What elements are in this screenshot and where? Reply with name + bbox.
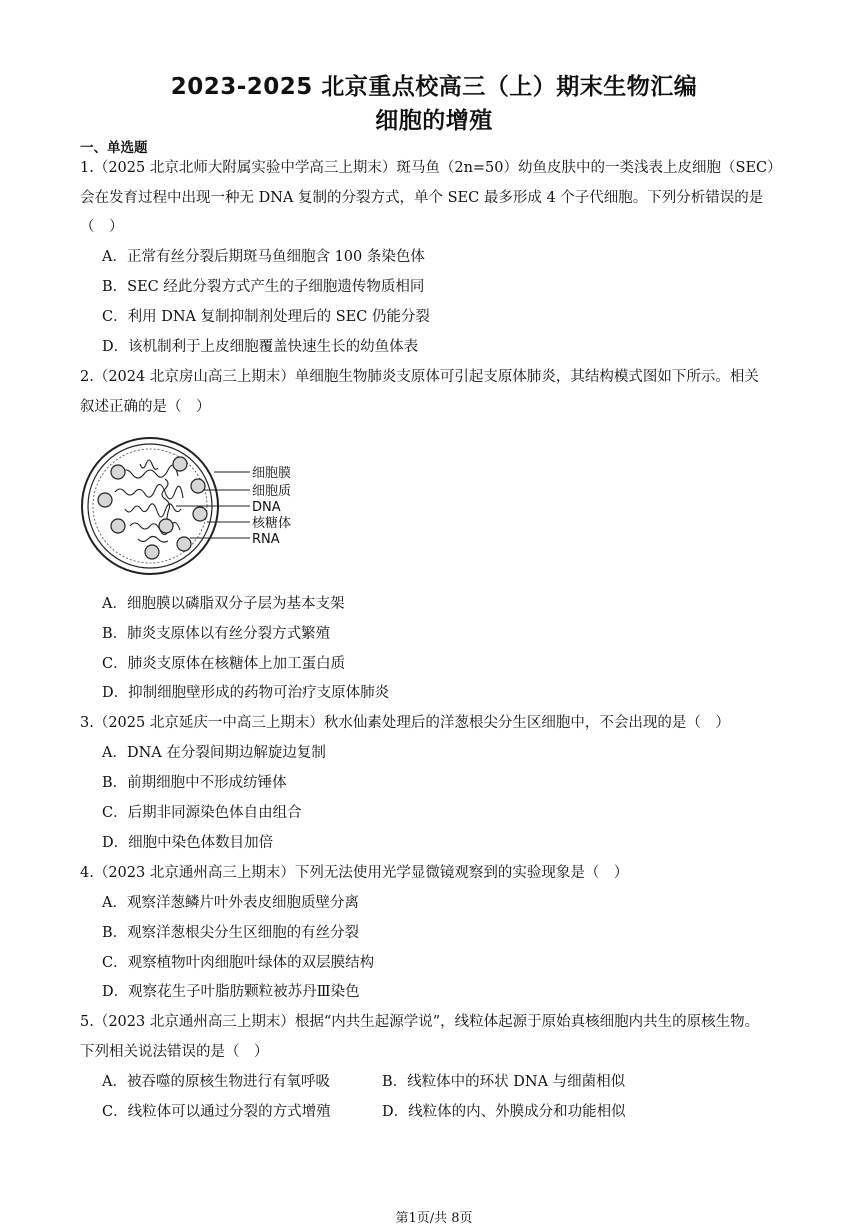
q4-option-c: C．观察植物叶肉细胞叶绿体的双层膜结构 <box>102 955 375 971</box>
page-footer: 第1页/共 8页 <box>395 1211 473 1226</box>
q2-stem-line2: 叙述正确的是（ ） <box>80 399 211 415</box>
section-heading: 一、单选题 <box>80 140 148 156</box>
label-ribosome: 核糖体 <box>252 516 292 531</box>
q3-option-a: A．DNA 在分裂间期边解旋边复制 <box>102 745 326 761</box>
label-cytoplasm: 细胞质 <box>252 484 292 499</box>
q2-option-a: A．细胞膜以磷脂双分子层为基本支架 <box>102 596 345 612</box>
mycoplasma-structure-diagram <box>80 434 310 579</box>
q3-option-c: C．后期非同源染色体自由组合 <box>102 805 302 821</box>
q4-option-d: D．观察花生子叶脂肪颗粒被苏丹Ⅲ染色 <box>102 984 360 1000</box>
q1-stem-line3: （ ） <box>80 219 124 235</box>
q5-option-b: B．线粒体中的环状 DNA 与细菌相似 <box>382 1074 626 1090</box>
q4-option-b: B．观察洋葱根尖分生区细胞的有丝分裂 <box>102 925 360 941</box>
q3-option-d: D．细胞中染色体数目加倍 <box>102 835 274 851</box>
q5-option-d: D．线粒体的内、外膜成分和功能相似 <box>382 1104 626 1120</box>
q5-stem-line2: 下列相关说法错误的是（ ） <box>80 1044 269 1060</box>
label-dna: DNA <box>252 500 281 515</box>
page-subtitle: 细胞的增殖 <box>375 108 493 134</box>
label-rna: RNA <box>252 532 280 547</box>
q2-stem-line1: 2.（2024 北京房山高三上期末）单细胞生物肺炎支原体可引起支原体肺炎，其结构模式图如下所示。相关 <box>80 369 759 385</box>
q5-option-c: C．线粒体可以通过分裂的方式增殖 <box>102 1104 331 1120</box>
q1-option-b: B．SEC 经此分裂方式产生的子细胞遗传物质相同 <box>102 279 425 295</box>
q1-option-d: D．该机制利于上皮细胞覆盖快速生长的幼鱼体表 <box>102 339 419 355</box>
ribosomes <box>98 457 207 559</box>
q2-option-d: D．抑制细胞壁形成的药物可治疗支原体肺炎 <box>102 685 390 701</box>
q5-stem-line1: 5.（2023 北京通州高三上期末）根据“内共生起源学说”，线粒体起源于原始真核细胞内共生的原核生物。 <box>80 1014 760 1030</box>
q3-option-b: B．前期细胞中不形成纺锤体 <box>102 775 287 791</box>
q2-option-c: C．肺炎支原体在核糖体上加工蛋白质 <box>102 656 346 672</box>
label-cell-membrane: 细胞膜 <box>252 466 292 481</box>
q1-option-c: C．利用 DNA 复制抑制剂处理后的 SEC 仍能分裂 <box>102 309 430 325</box>
q1-stem-line1: 1.（2025 北京北师大附属实验中学高三上期末）斑马鱼（2n=50）幼鱼皮肤中的一类浅表上皮细胞（SEC） <box>80 160 782 176</box>
q3-stem-line1: 3.（2025 北京延庆一中高三上期末）秋水仙素处理后的洋葱根尖分生区细胞中，不会出现的是（ ） <box>80 715 730 731</box>
q1-stem-line2: 会在发育过程中出现一种无 DNA 复制的分裂方式，单个 SEC 最多形成 4 个子代细胞。下列分析错误的是 <box>80 190 764 206</box>
q4-option-a: A．观察洋葱鳞片叶外表皮细胞质壁分离 <box>102 895 359 911</box>
q2-option-b: B．肺炎支原体以有丝分裂方式繁殖 <box>102 626 331 642</box>
q1-option-a: A．正常有丝分裂后期斑马鱼细胞含 100 条染色体 <box>102 249 425 265</box>
q5-option-a: A．被吞噬的原核生物进行有氧呼吸 <box>102 1074 330 1090</box>
page-title: 2023-2025 北京重点校高三（上）期末生物汇编 <box>170 74 698 100</box>
q4-stem-line1: 4.（2023 北京通州高三上期末）下列无法使用光学显微镜观察到的实验现象是（ ） <box>80 865 629 881</box>
